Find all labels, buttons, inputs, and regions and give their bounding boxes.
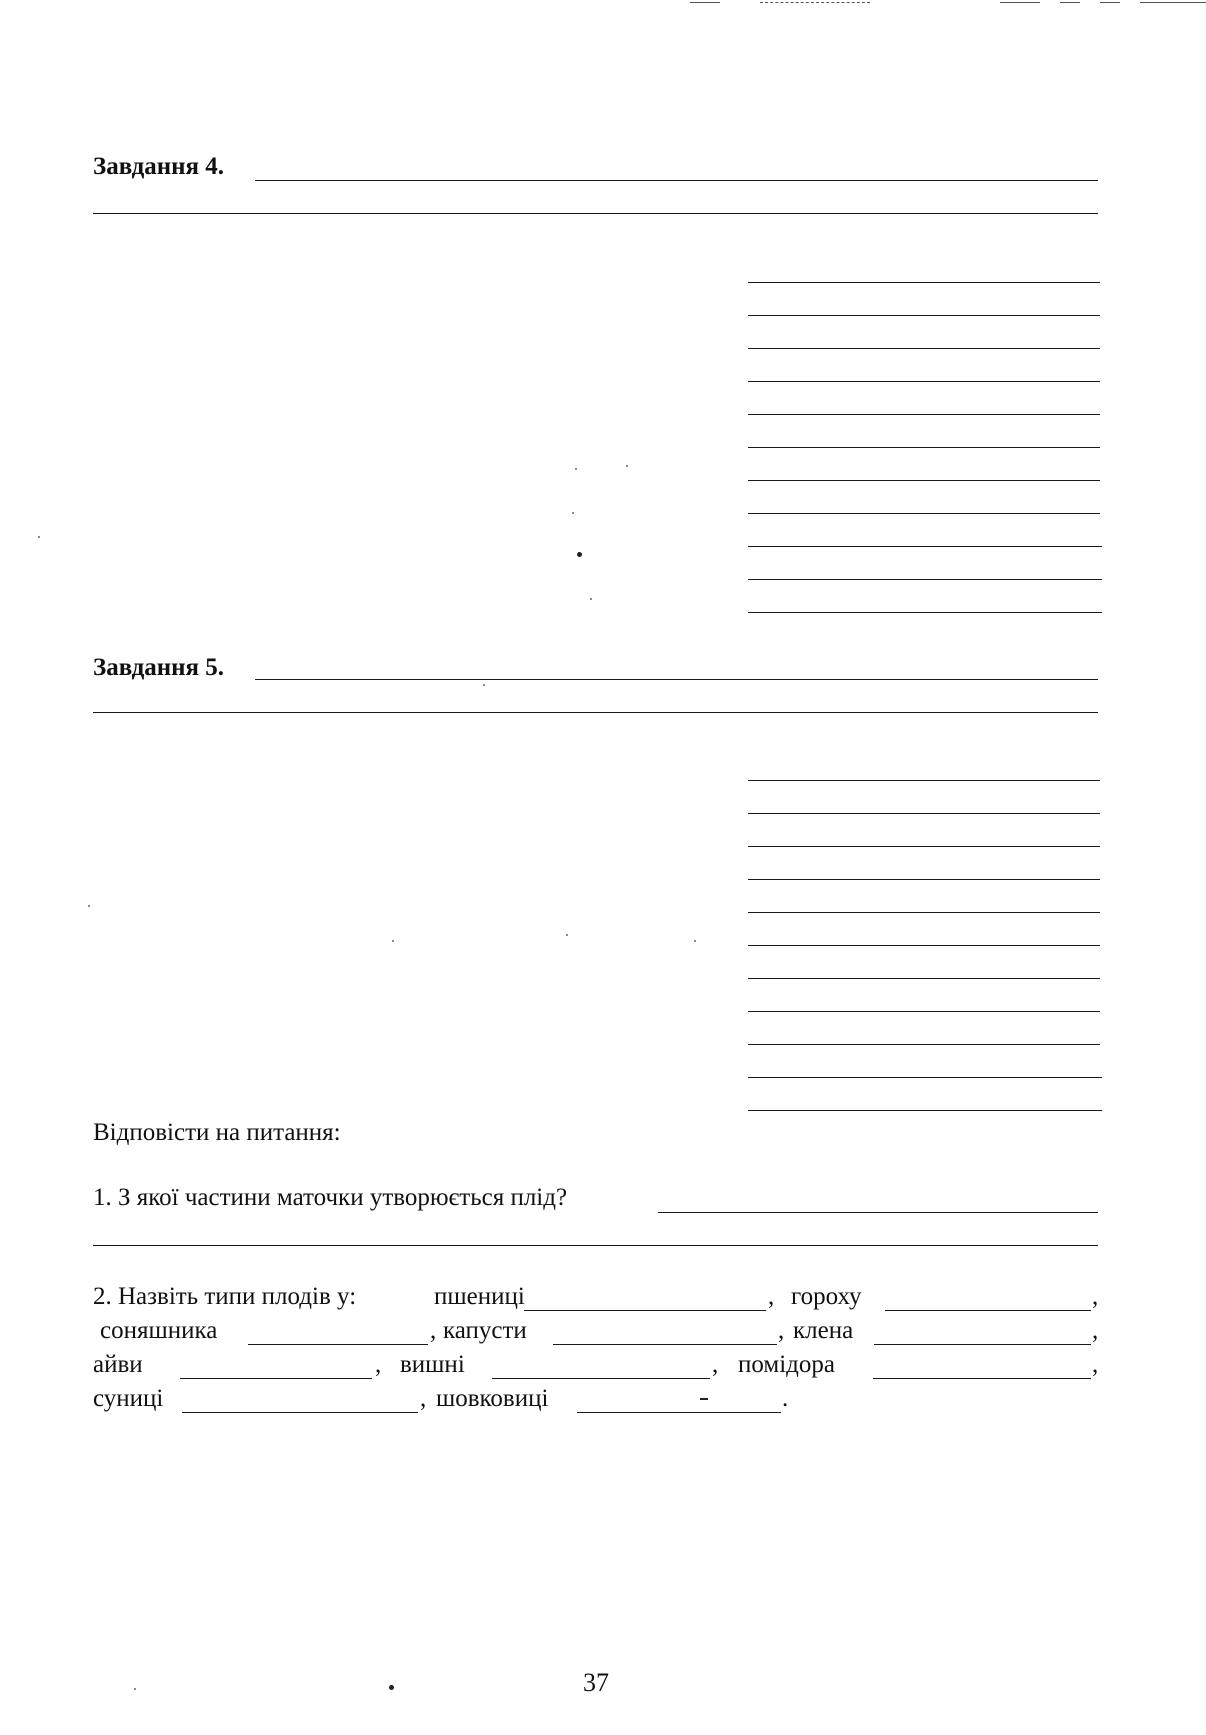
task5-label-line[interactable] xyxy=(748,1044,1100,1045)
task4-label-line[interactable] xyxy=(748,381,1100,382)
comma: , xyxy=(375,1351,382,1378)
scan-artifact xyxy=(1060,2,1080,3)
scan-speck xyxy=(88,905,90,907)
comma: , xyxy=(430,1317,437,1344)
scan-artifact xyxy=(1000,2,1040,3)
comma: , xyxy=(1092,1283,1099,1310)
fruit-label-tomato: помідора xyxy=(738,1351,835,1378)
question-2-intro: 2. Назвіть типи плодів у: xyxy=(93,1283,357,1310)
task4-label-line[interactable] xyxy=(748,414,1100,415)
fruit-answer-sunflower[interactable] xyxy=(248,1344,428,1345)
fruit-label-cherry: вишні xyxy=(400,1351,465,1378)
task5-label-line[interactable] xyxy=(748,1077,1102,1078)
task4-answer-line[interactable] xyxy=(93,213,1098,214)
fruit-answer-pea[interactable] xyxy=(885,1310,1091,1311)
comma: , xyxy=(1092,1351,1099,1378)
task5-label-line[interactable] xyxy=(748,945,1100,946)
task5-label-line[interactable] xyxy=(748,879,1100,880)
fruit-answer-mulberry[interactable] xyxy=(577,1412,781,1413)
comma: , xyxy=(778,1317,785,1344)
question-1-text: 1. З якої частини маточки утворюється плід? xyxy=(93,1184,568,1211)
fruit-label-maple: клена xyxy=(793,1317,854,1344)
scan-speck xyxy=(572,512,574,514)
task4-title: Завдання 4. xyxy=(93,153,225,180)
scan-artifact xyxy=(760,2,870,3)
scan-speck xyxy=(626,465,628,467)
scan-mark xyxy=(700,1398,708,1400)
period: . xyxy=(782,1385,789,1412)
question-1-answer-line[interactable] xyxy=(658,1212,1098,1213)
task4-label-line[interactable] xyxy=(748,348,1100,349)
scan-speck xyxy=(134,1688,136,1690)
scan-artifact xyxy=(1140,2,1206,3)
fruit-answer-cherry[interactable] xyxy=(492,1378,710,1379)
fruit-label-strawberry: суниці xyxy=(93,1385,164,1412)
scan-speck xyxy=(483,684,485,686)
task4-label-line[interactable] xyxy=(748,546,1102,547)
task5-label-line[interactable] xyxy=(748,912,1100,913)
question-1-answer-line-2[interactable] xyxy=(93,1245,1098,1246)
fruit-answer-strawberry[interactable] xyxy=(182,1412,418,1413)
fruit-label-quince: айви xyxy=(93,1351,143,1378)
task4-label-line[interactable] xyxy=(748,282,1100,283)
scan-speck xyxy=(38,536,40,538)
task4-label-line[interactable] xyxy=(748,612,1102,613)
fruit-answer-tomato[interactable] xyxy=(873,1378,1091,1379)
scan-speck xyxy=(590,598,592,600)
scan-speck xyxy=(566,934,568,936)
task5-label-line[interactable] xyxy=(748,1110,1102,1111)
fruit-answer-wheat[interactable] xyxy=(524,1310,766,1311)
comma: , xyxy=(1092,1317,1099,1344)
fruit-label-mulberry: шовковиці xyxy=(436,1385,549,1412)
scan-speck xyxy=(694,940,696,942)
comma: , xyxy=(420,1385,427,1412)
scan-artifact xyxy=(690,2,720,3)
task4-label-line[interactable] xyxy=(748,579,1102,580)
page-number: 37 xyxy=(583,1668,609,1697)
questions-prompt: Відповісти на питання: xyxy=(93,1119,341,1146)
fruit-answer-cabbage[interactable] xyxy=(553,1344,777,1345)
scan-speck xyxy=(575,468,577,470)
task5-label-line[interactable] xyxy=(748,813,1100,814)
task5-title: Завдання 5. xyxy=(93,654,225,681)
comma: , xyxy=(768,1283,775,1310)
task5-label-line[interactable] xyxy=(748,978,1100,979)
comma: , xyxy=(712,1351,719,1378)
task4-label-line[interactable] xyxy=(748,447,1100,448)
fruit-answer-maple[interactable] xyxy=(874,1344,1091,1345)
task5-answer-line[interactable] xyxy=(93,712,1098,713)
task4-label-line[interactable] xyxy=(748,315,1100,316)
task4-label-line[interactable] xyxy=(748,513,1100,514)
fruit-label-sunflower: соняшника xyxy=(100,1317,218,1344)
task5-label-line[interactable] xyxy=(748,1011,1100,1012)
task5-label-line[interactable] xyxy=(748,846,1100,847)
task4-title-answer-line[interactable] xyxy=(255,180,1098,181)
fruit-label-wheat: пшениці xyxy=(434,1283,525,1310)
scan-artifact xyxy=(1100,2,1120,3)
task4-label-line[interactable] xyxy=(748,480,1100,481)
fruit-label-cabbage: капусти xyxy=(443,1317,527,1344)
fruit-answer-quince[interactable] xyxy=(180,1378,372,1379)
task5-title-answer-line[interactable] xyxy=(255,679,1098,680)
scan-dot xyxy=(577,552,582,557)
task5-label-line[interactable] xyxy=(748,780,1100,781)
scan-speck xyxy=(392,940,394,942)
fruit-label-pea: гороху xyxy=(791,1283,862,1310)
scan-dot xyxy=(389,1685,394,1690)
